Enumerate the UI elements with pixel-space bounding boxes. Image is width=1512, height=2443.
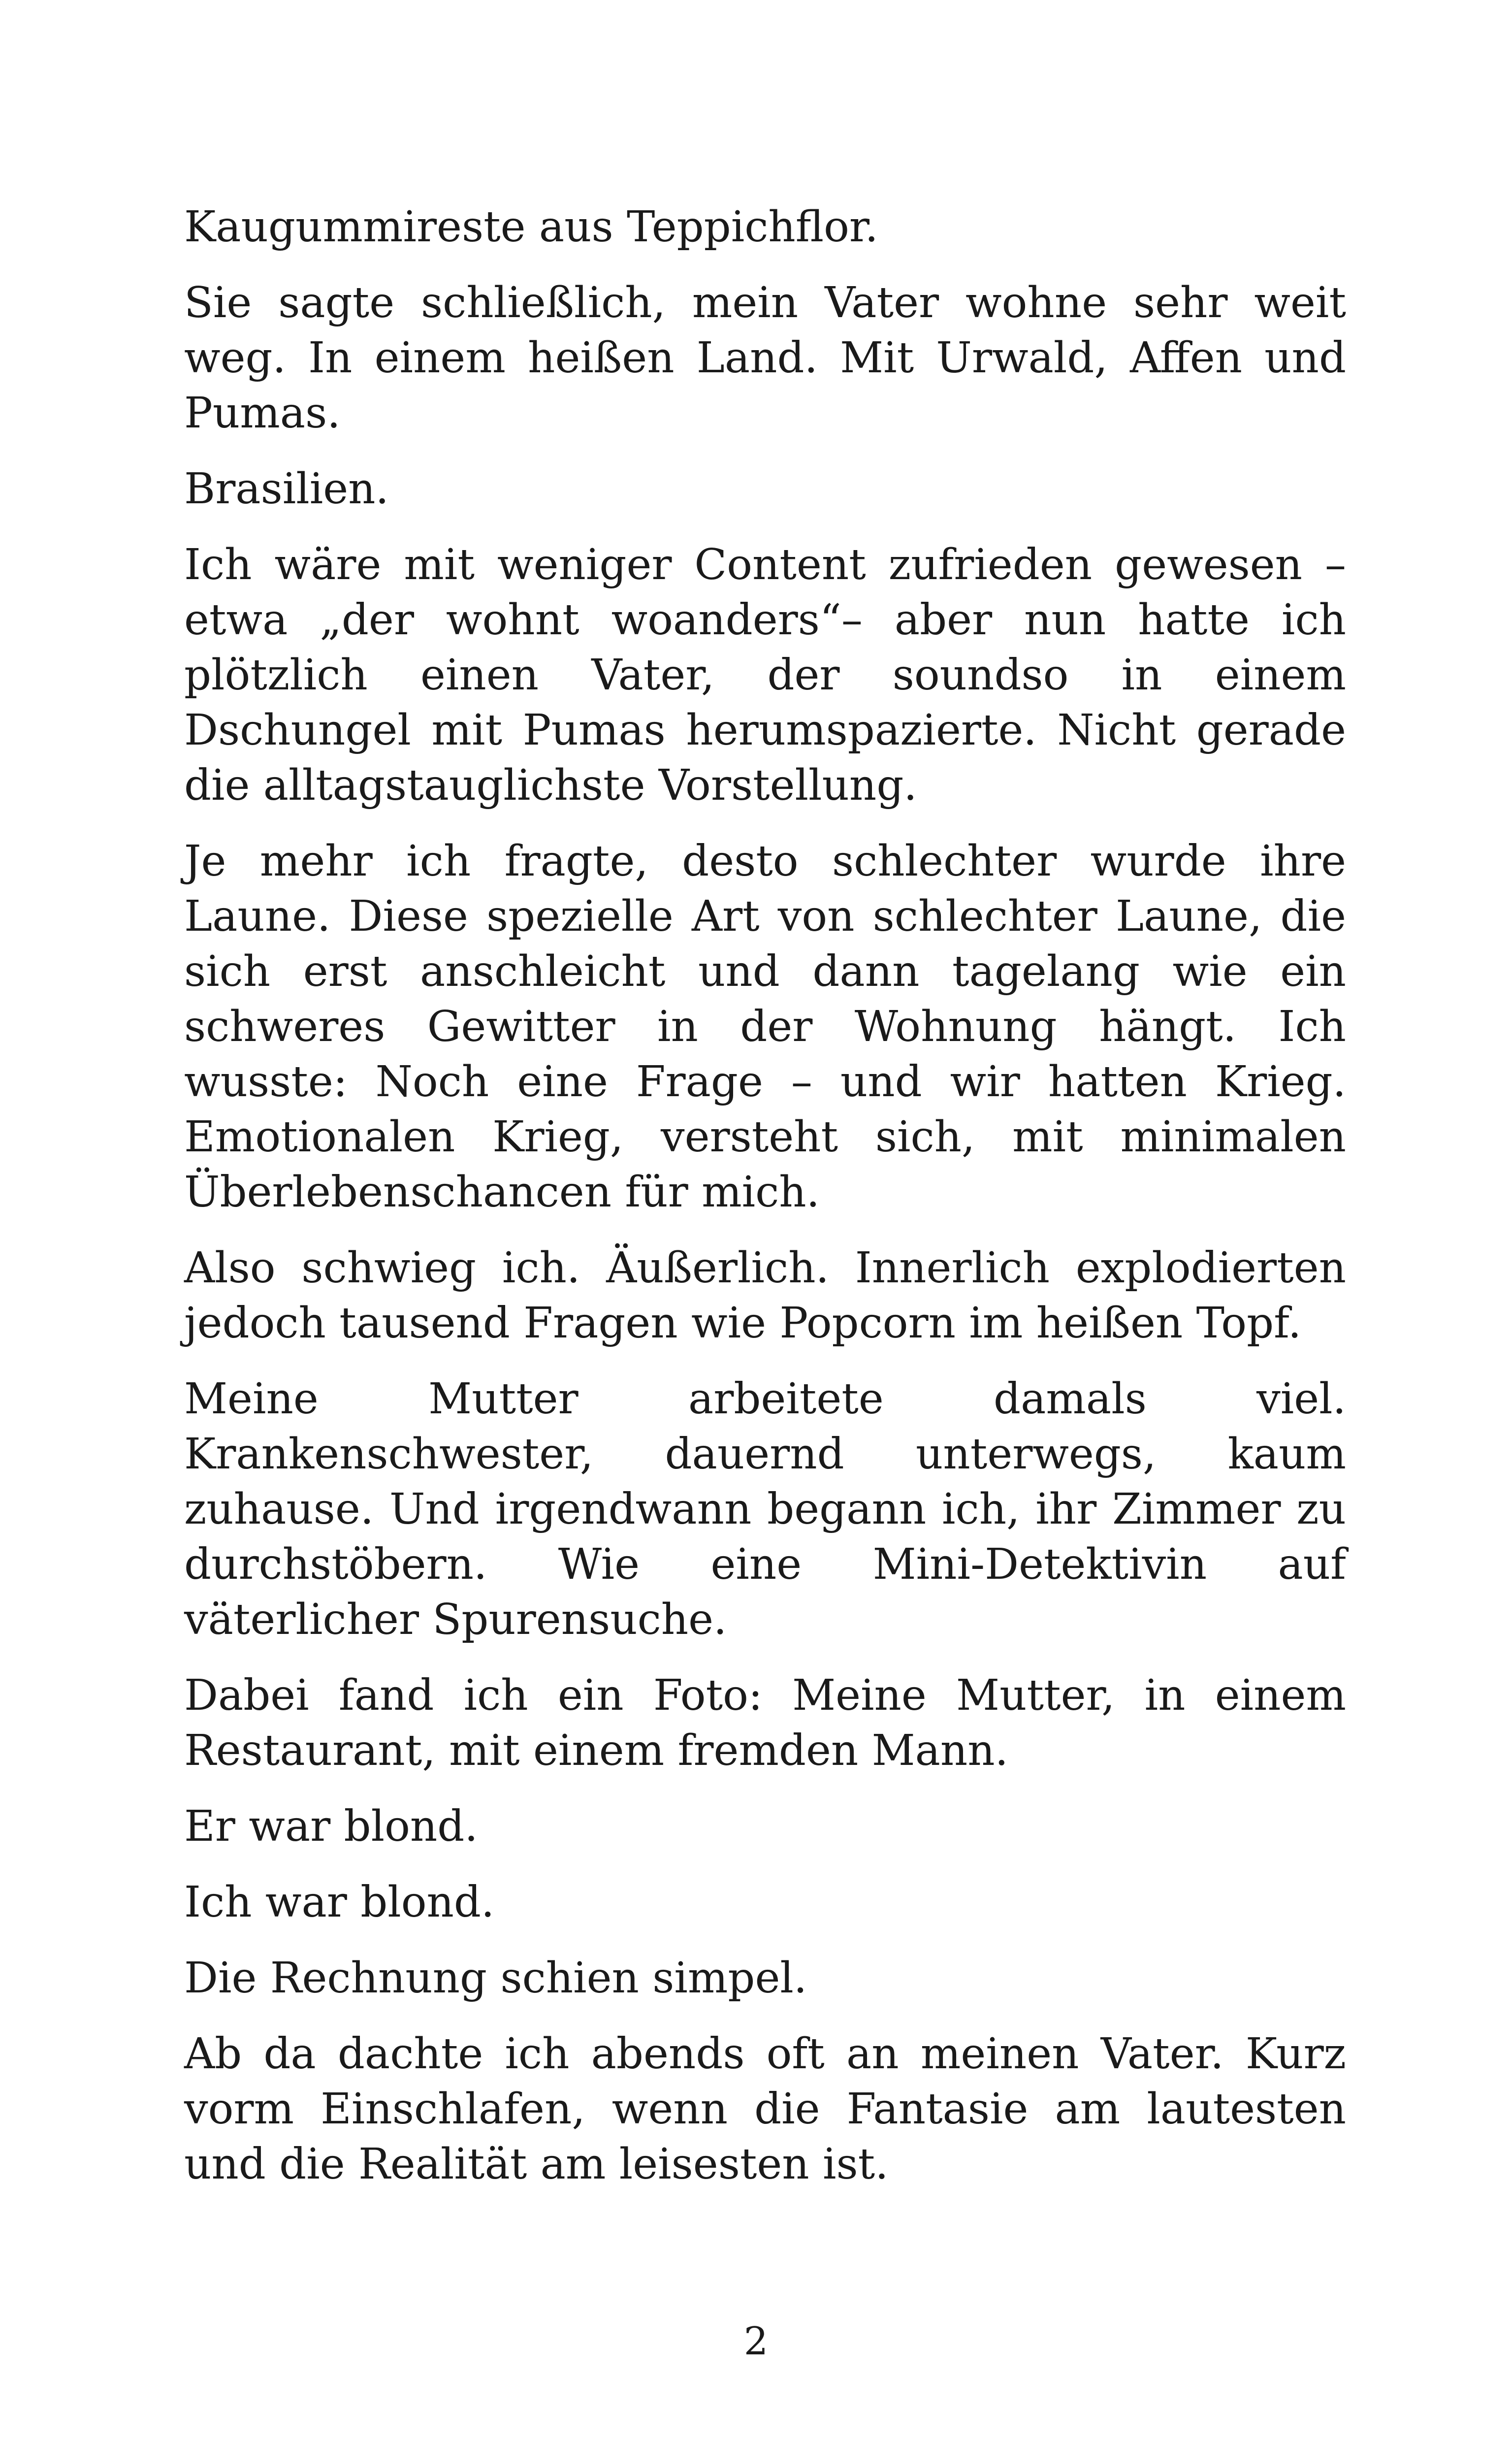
paragraph: Also schwieg ich. Äußerlich. Innerlich explodierten jedoch tausend Fragen wie Popcorn im heißen Topf. [184, 1243, 1346, 1348]
paragraph: Kaugummireste aus Teppichflor. [184, 202, 878, 252]
paragraph: Er war blond. [184, 1802, 478, 1851]
page-number: 2 [743, 2319, 769, 2364]
body-text [184, 199, 1346, 2213]
paragraph: Ich wäre mit weniger Content zufrieden gewesen – etwa „der wohnt woanders“– aber nun hatte ich plötzlich einen Vater, der soundso in einem Dschungel mit Pumas herumspazierte. Nicht gerade die alltagstauglichste Vorstellung. [184, 540, 1346, 810]
paragraph: Ab da dachte ich abends oft an meinen Vater. Kurz vorm Einschlafen, wenn die Fantasie am lautesten und die Realität am leisesten ist. [184, 2029, 1346, 2189]
paragraph: Ich war blond. [184, 1878, 495, 1927]
paragraph: Dabei fand ich ein Foto: Meine Mutter, in einem Restaurant, mit einem fremden Mann. [184, 1671, 1346, 1775]
paragraph: Die Rechnung schien simpel. [184, 1954, 807, 2003]
paragraph: Je mehr ich fragte, desto schlechter wurde ihre Laune. Diese spezielle Art von schlechter Laune, die sich erst anschleicht und dann tagelang wie ein schweres Gewitter in der Wohnung hängt. Ich wusste: Noch eine Frage – und wir hatten Krieg. Emotionalen Krieg, versteht sich, mit minimalen Überlebenschancen für mich. [184, 837, 1346, 1217]
paragraph: Brasilien. [184, 464, 389, 514]
paragraph: Meine Mutter arbeitete damals viel. Krankenschwester, dauernd unterwegs, kaum zuhause. Und irgendwann begann ich, ihr Zimmer zu durchstöbern. Wie eine Mini-Detektivin auf väterlicher Spurensuche. [184, 1374, 1346, 1644]
paragraph: Sie sagte schließlich, mein Vater wohne sehr weit weg. In einem heißen Land. Mit Urwald, Affen und Pumas. [184, 278, 1346, 438]
